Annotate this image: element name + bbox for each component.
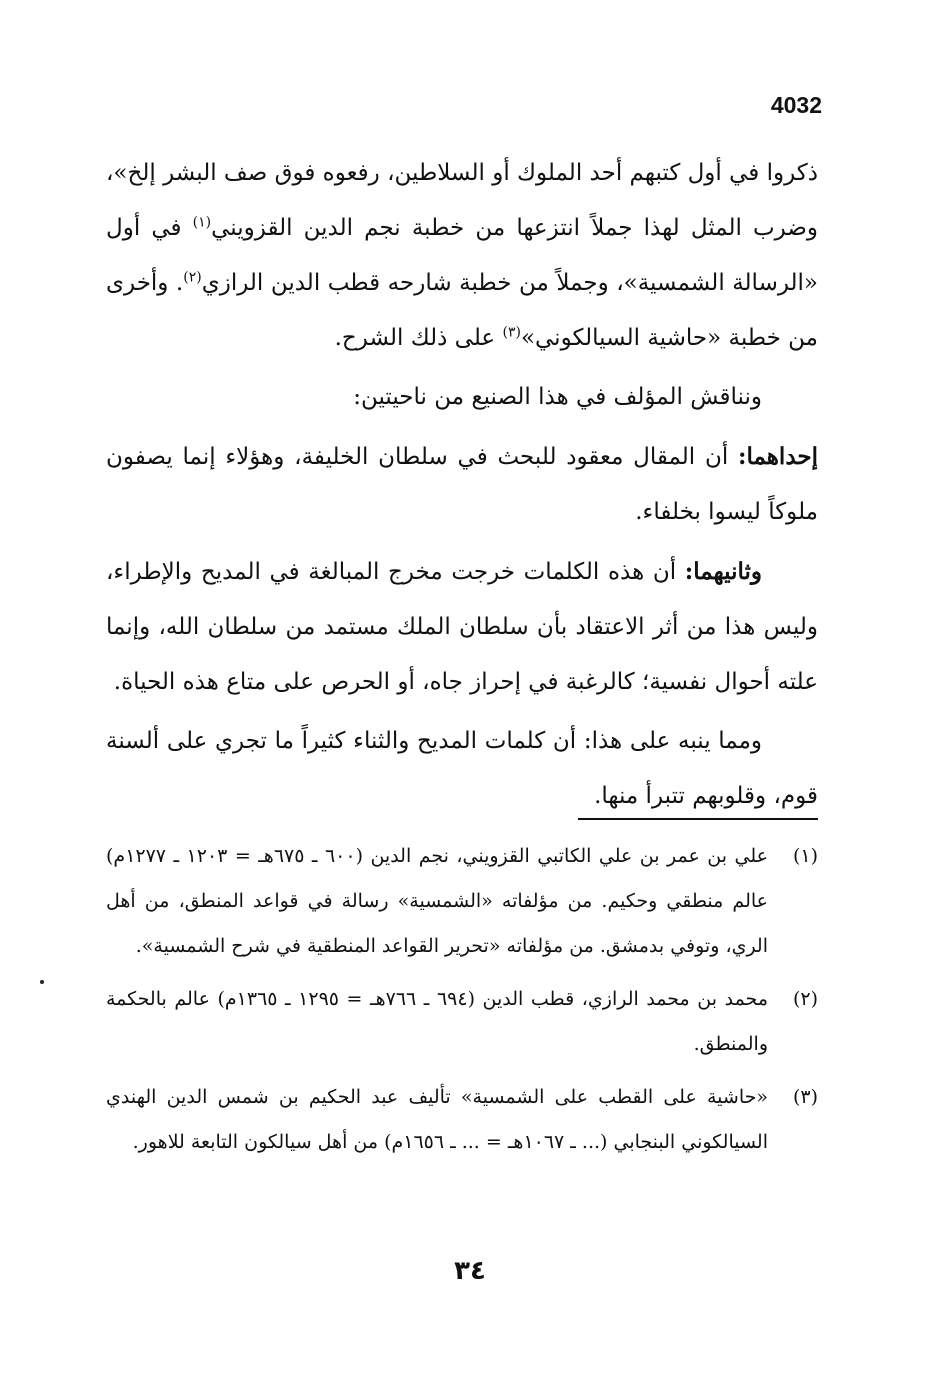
paragraph-2: ونناقش المؤلف في هذا الصنيع من ناحيتين:: [353, 384, 762, 410]
paragraph-4-lead: وثانيهما:: [684, 558, 762, 585]
footnote-3: [106, 1075, 818, 1165]
paragraph-4: [106, 544, 818, 710]
footnote-ref-2[interactable]: (٢): [183, 269, 202, 286]
paragraph-3: [106, 429, 818, 540]
paragraph-1-text-c: . وأخرى من خطبة «حاشية السيالكوني»: [106, 270, 818, 351]
footnote-1-number: (١): [792, 845, 818, 867]
paragraph-1-text: ذكروا في أول كتبهم أحد الملوك أو السلاطين، رفعوه فوق صف البشر إلخ»، وضرب المثل لهذا جملاً انتزعها من خطبة نجم الدين القزويني: [106, 160, 818, 241]
footnote-3-text: «حاشية على القطب على الشمسية» تأليف عبد الحكيم بن شمس الدين الهندي السيالكوني البنجابي (... ـ ١٠٦٧هـ = ... ـ ١٦٥٦م) من أهل سيالكون التابعة للاهور.: [106, 1086, 768, 1153]
footnote-1-text: علي بن عمر بن علي الكاتبي القزويني، نجم الدين (٦٠٠ ـ ٦٧٥هـ = ١٢٠٣ ـ ١٢٧٧م) عالم منطقي وحكيم. من مؤلفاته «الشمسية» رسالة في قواعد المنطق، من أهل الري، وتوفي بدمشق. من مؤلفاته «تحرير القواعد المنطقية في شرح الشمسية».: [106, 845, 768, 957]
paragraph-1: [106, 146, 818, 366]
paragraph-3-lead: إحداهما:: [738, 443, 818, 470]
page-number: ٣٤: [454, 1256, 486, 1286]
footnote-3-number: (٣): [792, 1086, 818, 1108]
footnote-2-text: محمد بن محمد الرازي، قطب الدين (٦٩٤ ـ ٧٦٦هـ = ١٢٩٥ ـ ١٣٦٥م) عالم بالحكمة والمنطق.: [106, 988, 768, 1055]
footnote-2: [106, 977, 818, 1067]
footnote-ref-1[interactable]: (١): [192, 214, 212, 231]
footnotes: [106, 834, 818, 1173]
footnote-1: [106, 834, 818, 969]
footnote-2-number: (٢): [792, 988, 818, 1010]
scan-speck: [40, 980, 44, 984]
main-text: [106, 146, 818, 824]
paragraph-3-text: أن المقال معقود للبحث في سلطان الخليفة، وهؤلاء إنما يصفون ملوكاً ليسوا بخلفاء.: [106, 444, 818, 525]
paragraph-5: ومما ينبه على هذا: أن كلمات المديح والثناء كثيراً ما تجري على ألسنة قوم، وقلوبهم تتبرأ منها.: [106, 728, 818, 809]
paragraph-4-text: أن هذه الكلمات خرجت مخرج المبالغة في المديح والإطراء، وليس هذا من أثر الاعتقاد بأن سلطان الملك مستمد من سلطان الله، وإنما علته أحوال نفسية؛ كالرغبة في إحراز جاه، أو الحرص على متاع هذه الحياة.: [106, 559, 818, 695]
footnote-ref-3[interactable]: (٣): [502, 324, 521, 341]
paragraph-1-text-d: على ذلك الشرح.: [334, 325, 503, 351]
footnote-divider: [578, 818, 818, 820]
paragraph-1-text-b: في أول «الرسالة الشمسية»، وجملاً من خطبة شارحه قطب الدين الرازي: [106, 215, 819, 296]
page-id: 4032: [770, 92, 822, 118]
